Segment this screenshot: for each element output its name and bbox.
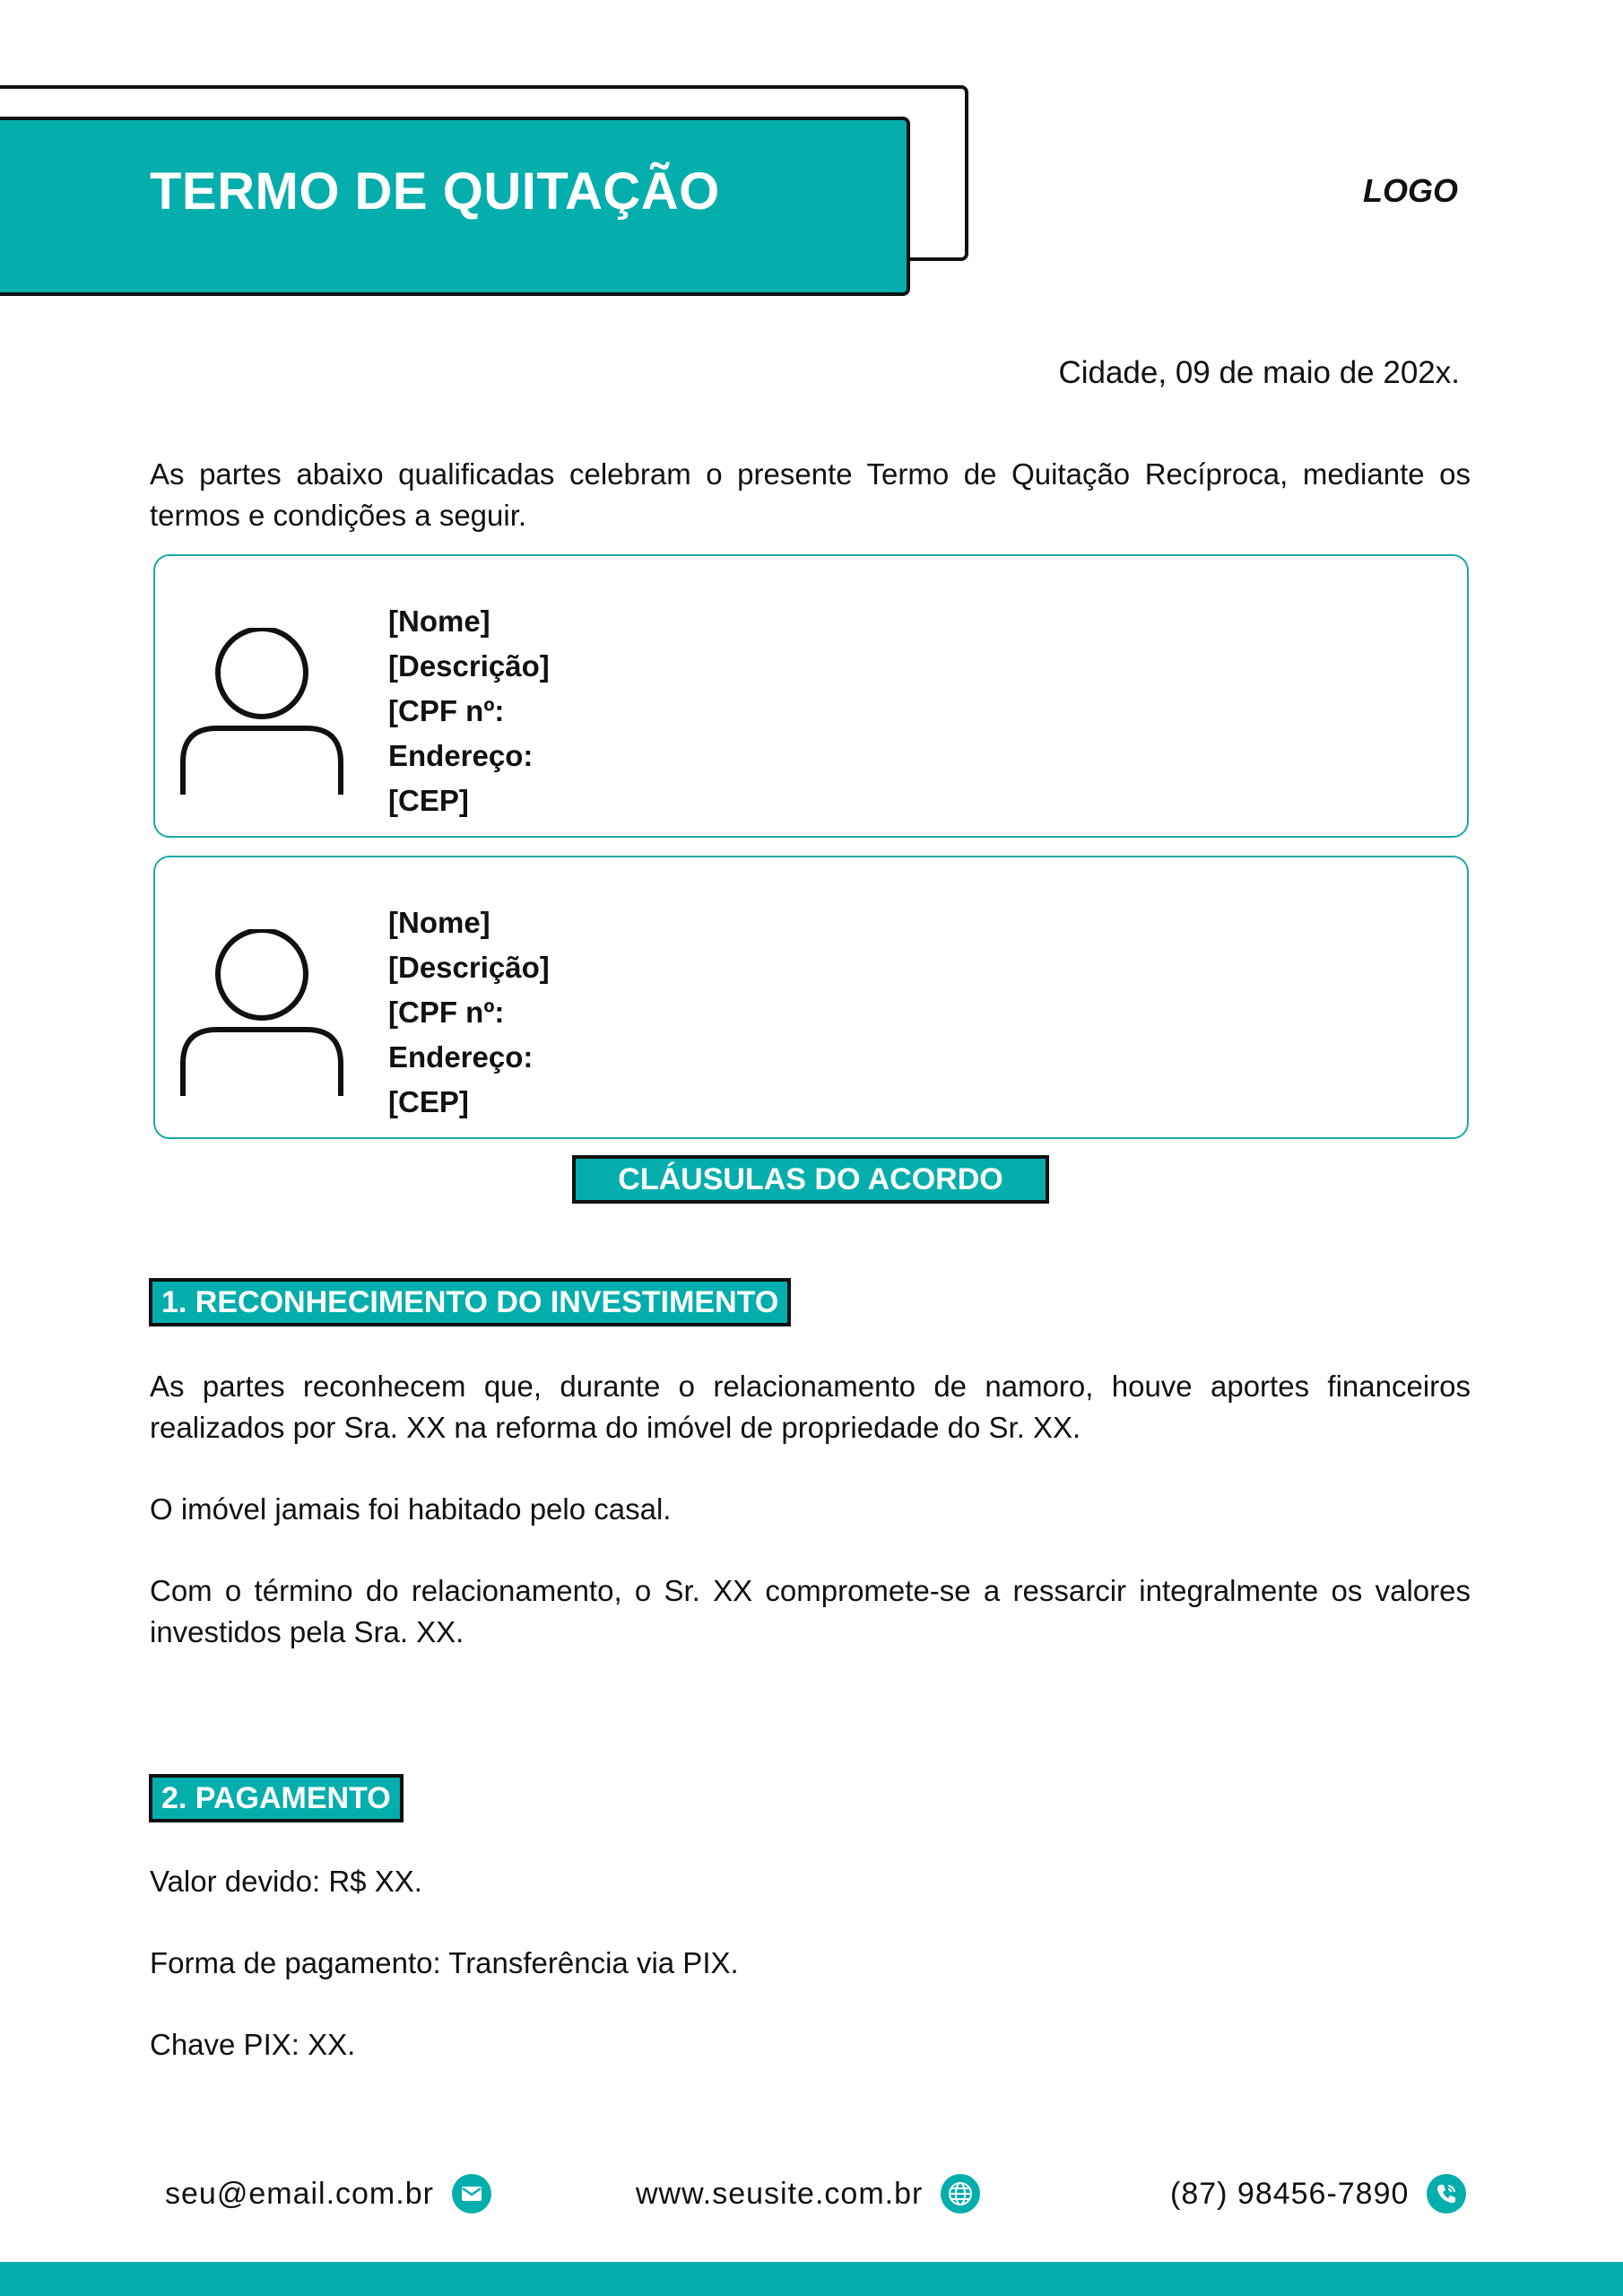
- date-line: Cidade, 09 de maio de 202x.: [1058, 355, 1460, 390]
- party-name: [Nome]: [388, 604, 490, 638]
- phone-icon: [1427, 2174, 1466, 2213]
- party-cpf: [CPF nº:: [388, 996, 505, 1029]
- party-description: [Descrição]: [388, 649, 550, 683]
- party-cpf: [CPF nº:: [388, 694, 505, 727]
- logo: LOGO: [1363, 172, 1458, 209]
- email-text[interactable]: seu@email.com.br: [165, 2176, 434, 2211]
- user-icon: [180, 628, 343, 798]
- party-address: Endereço:: [388, 1040, 534, 1074]
- section-paragraph: Com o término do relacionamento, o Sr. XX compromete-se a ressarcir integralmente os valores investidos pela Sra. XX.: [150, 1574, 1471, 1648]
- party-cep: [CEP]: [388, 1085, 469, 1118]
- footer-bar: [0, 2262, 1623, 2296]
- section-paragraph: Chave PIX: XX.: [150, 2028, 356, 2061]
- section-paragraph: Valor devido: R$ XX.: [150, 1865, 422, 1898]
- party-cep: [CEP]: [388, 784, 469, 817]
- section-paragraph: As partes reconhecem que, durante o relacionamento de namoro, houve aportes financeiros realizados por Sra. XX na reforma do imóvel de propriedade do Sr. XX.: [150, 1370, 1471, 1444]
- user-icon: [180, 929, 343, 1100]
- contact-phone[interactable]: [1170, 2174, 1466, 2213]
- section-paragraph: O imóvel jamais foi habitado pelo casal.: [150, 1492, 672, 1526]
- contact-website[interactable]: [636, 2174, 980, 2213]
- party-description: [Descrição]: [388, 951, 550, 984]
- section-paragraph: Forma de pagamento: Transferência via PIX.: [150, 1946, 739, 1979]
- mail-icon: [452, 2174, 491, 2213]
- phone-text[interactable]: (87) 98456-7890: [1170, 2176, 1410, 2211]
- clauses-heading: CLÁUSULAS DO ACORDO: [572, 1155, 1049, 1204]
- party-address: Endereço:: [388, 739, 534, 772]
- website-text[interactable]: www.seusite.com.br: [636, 2176, 924, 2211]
- section-heading: 2. PAGAMENTO: [149, 1774, 404, 1822]
- party-name: [Nome]: [388, 906, 490, 939]
- section-heading: 1. RECONHECIMENTO DO INVESTIMENTO: [149, 1278, 791, 1326]
- globe-icon: [941, 2174, 980, 2213]
- party-card: [153, 554, 1469, 838]
- document-title: TERMO DE QUITAÇÃO: [150, 162, 720, 221]
- contact-email[interactable]: [165, 2174, 491, 2213]
- intro-paragraph: As partes abaixo qualificadas celebram o presente Termo de Quitação Recíproca, mediante os termos e condições a seguir.: [150, 457, 1471, 532]
- party-card: [153, 856, 1469, 1139]
